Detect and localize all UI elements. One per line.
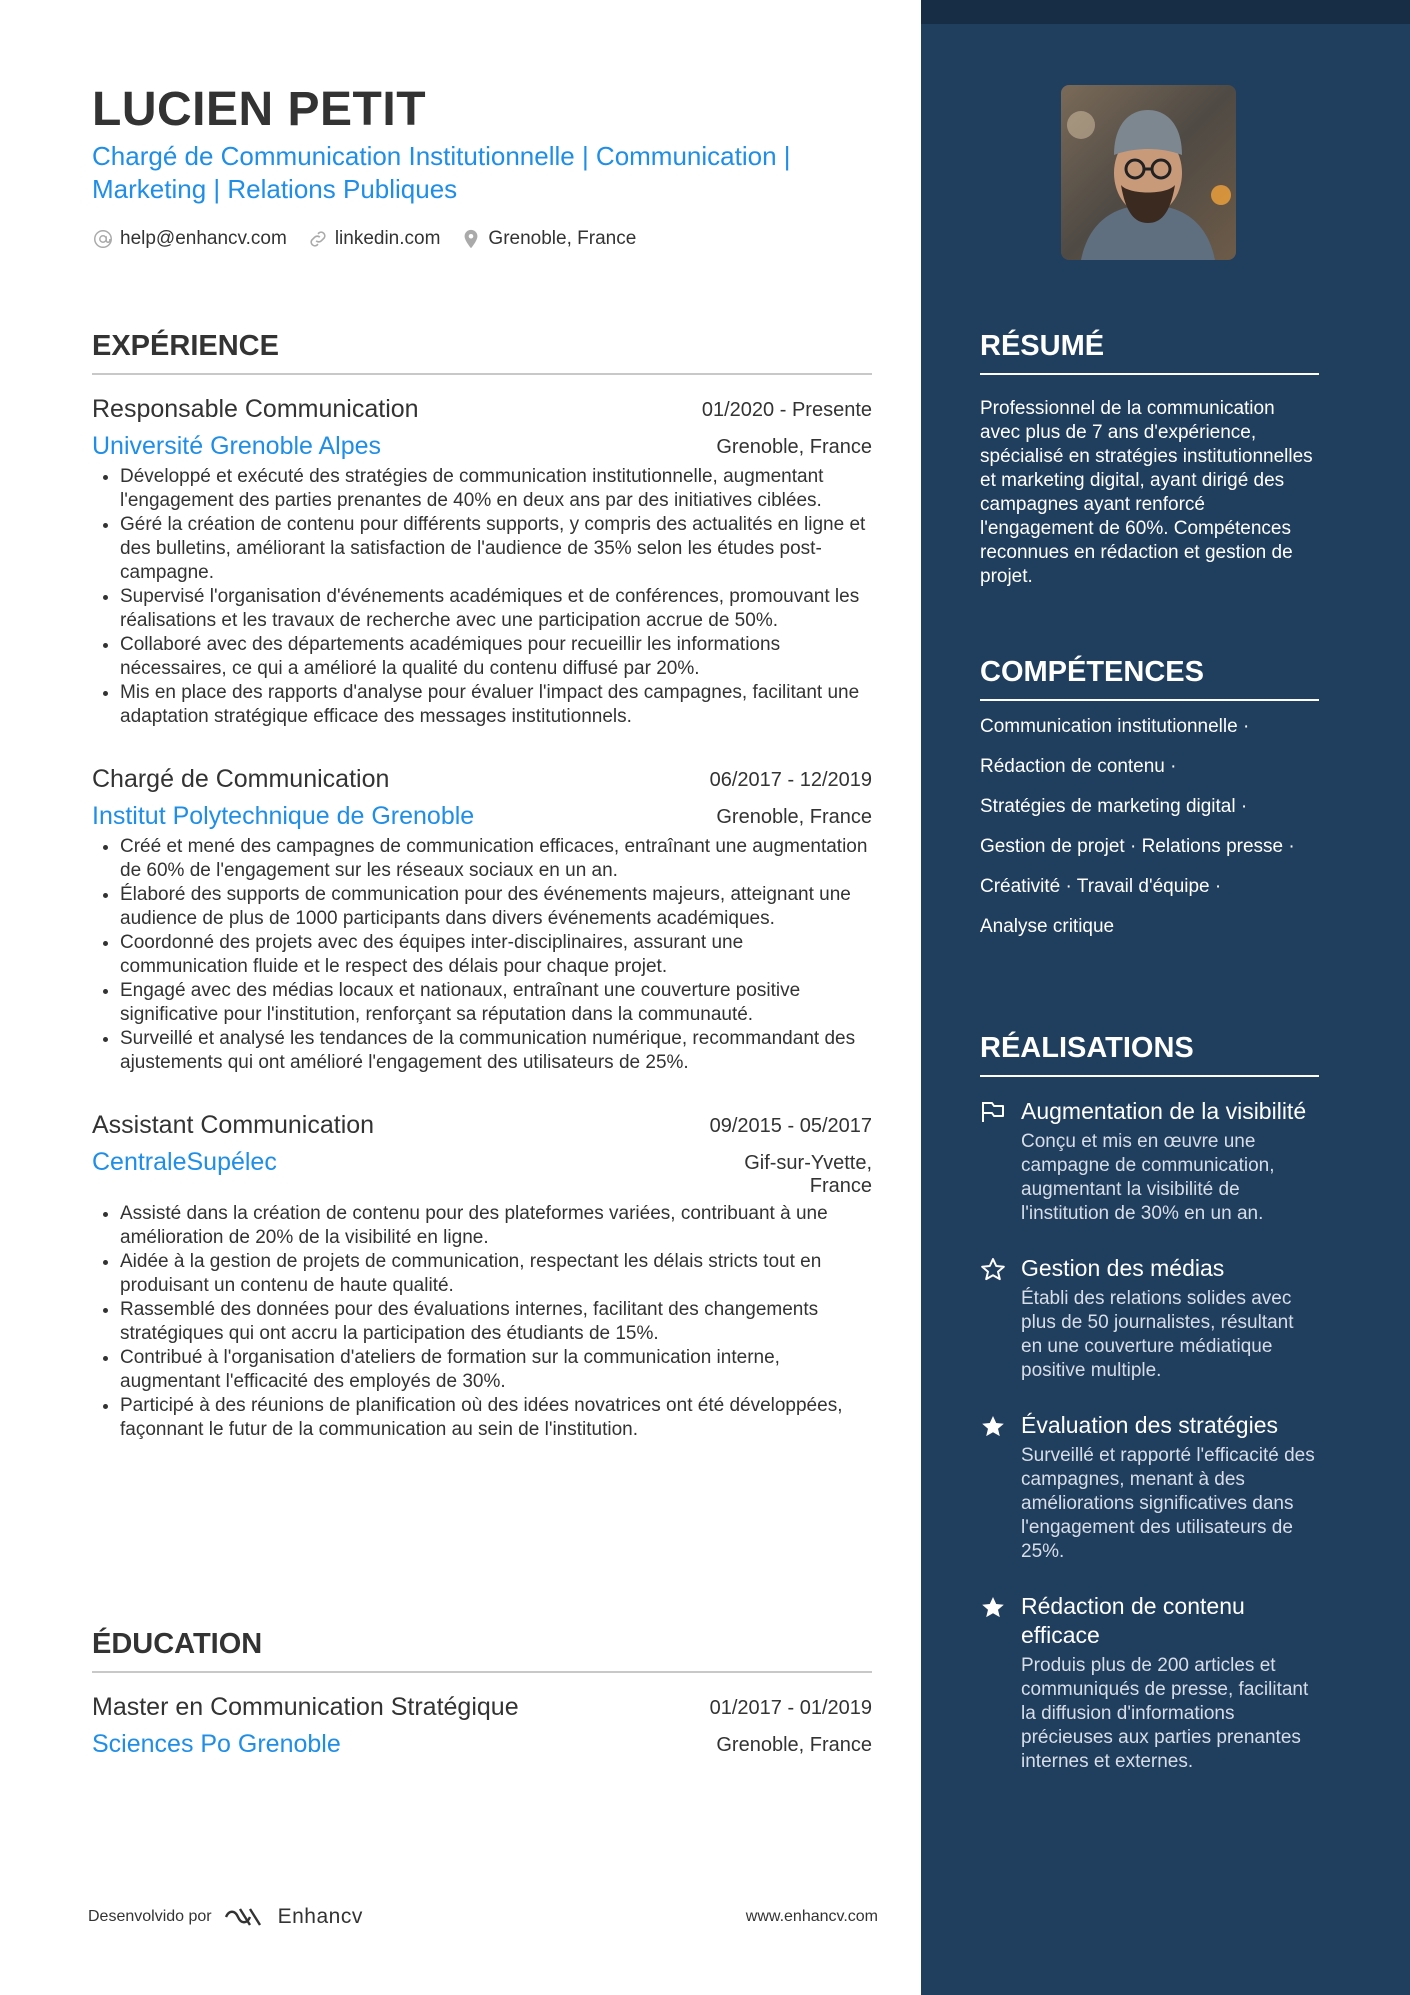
education-entry	[92, 1693, 872, 1759]
job-role: Responsable Communication	[92, 395, 419, 423]
education-location: Grenoble, France	[716, 1734, 872, 1756]
job-bullets	[92, 1202, 872, 1442]
achievement-item	[980, 1254, 1319, 1383]
summary-title: RÉSUMÉ	[980, 330, 1319, 375]
education-section	[92, 1628, 872, 1759]
job-company[interactable]: CentraleSupélec	[92, 1148, 277, 1176]
job-location	[744, 1148, 872, 1198]
enhancv-logo-icon	[222, 1905, 268, 1929]
contact-location	[460, 228, 636, 250]
at-icon	[92, 228, 114, 250]
skill-line: Gestion de projet · Relations presse ·	[980, 836, 1295, 857]
job-location: Grenoble, France	[716, 806, 872, 828]
achievement-title: Gestion des médias	[1021, 1255, 1225, 1281]
job-bullets	[92, 465, 872, 729]
job-location-line1: Gif-sur-Yvette,	[744, 1152, 872, 1174]
job-bullet: • Rassemblé des données pour des évaluations internes, facilitant des changements stratégiques qui ont accru la participation des étudiants de 15%.	[120, 1298, 872, 1346]
job-bullet: • Collaboré avec des départements académiques pour recueillir les informations nécessaires, ce qui a amélioré la qualité du contenu diffusé par 20%.	[120, 633, 872, 681]
job-bullets	[92, 835, 872, 1075]
skills-list	[980, 715, 1319, 939]
job-bullet: • Mis en place des rapports d'analyse pour évaluer l'impact des campagnes, facilitant une adaptation stratégique efficace des messages institutionnels.	[120, 681, 872, 729]
education-title: ÉDUCATION	[92, 1628, 872, 1673]
powered-by-text: Desenvolvido por	[88, 1908, 212, 1925]
powered-by	[88, 1905, 363, 1929]
link-icon	[307, 228, 329, 250]
achievement-text: Surveillé et rapporté l'efficacité des campagnes, menant à des améliorations significatives dans l'engagement des utilisateurs de 25%.	[1021, 1445, 1315, 1562]
website-link[interactable]: www.enhancv.com	[745, 1908, 878, 1925]
brand-name: Enhancv	[277, 1905, 363, 1928]
achievement-text: Produis plus de 200 articles et communiqués de presse, facilitant la diffusion d'informations précieuses aux parties prenantes internes et externes.	[1021, 1655, 1309, 1772]
star-outline-icon	[980, 1254, 1007, 1383]
job-role: Chargé de Communication	[92, 765, 390, 793]
job-company[interactable]: Institut Polytechnique de Grenoble	[92, 802, 475, 830]
candidate-name: LUCIEN PETIT	[92, 83, 427, 136]
avatar	[1061, 85, 1236, 260]
location-text: Grenoble, France	[488, 228, 637, 249]
achievements-section	[980, 1032, 1319, 1802]
job-bullet: • Contribué à l'organisation d'ateliers de formation sur la communication interne, augmentant l'efficacité des employés de 30%.	[120, 1346, 872, 1394]
job-bullet: • Assisté dans la création de contenu pour des plateformes variées, contribuant à une amélioration de 20% de la visibilité en ligne.	[120, 1202, 872, 1250]
job-location: Grenoble, France	[716, 436, 872, 458]
job-entry	[92, 395, 872, 729]
sidebar	[921, 0, 1410, 1995]
job-bullet: • Supervisé l'organisation d'événements académiques et de conférences, promouvant les réalisations et les travaux de recherche avec une participation accrue de 50%.	[120, 585, 872, 633]
skills-section	[980, 656, 1319, 955]
achievement-item	[980, 1411, 1319, 1564]
sidebar-topbar	[921, 0, 1410, 24]
job-entry	[92, 765, 872, 1075]
degree: Master en Communication Stratégique	[92, 1693, 519, 1721]
achievement-title: Augmentation de la visibilité	[1021, 1098, 1307, 1124]
job-dates: 06/2017 - 12/2019	[709, 769, 872, 791]
job-bullet: • Engagé avec des médias locaux et nationaux, entraînant une couverture positive significative pour l'institution, renforçant sa réputation dans la communauté.	[120, 979, 872, 1027]
contact-bar	[92, 228, 636, 250]
school[interactable]: Sciences Po Grenoble	[92, 1730, 341, 1758]
job-location-line2: France	[809, 1175, 872, 1197]
achievement-text: Établi des relations solides avec plus de 50 journalistes, résultant en une couverture médiatique positive multiple.	[1021, 1288, 1294, 1381]
job-bullet: • Géré la création de contenu pour différents supports, y compris des actualités en ligne et des bulletins, améliorant la satisfaction de l'audience de 35% selon les études post-campagne.	[120, 513, 872, 585]
flag-icon	[980, 1097, 1007, 1226]
skill-line: Communication institutionnelle ·	[980, 716, 1250, 737]
education-dates: 01/2017 - 01/2019	[709, 1697, 872, 1719]
headline: Chargé de Communication Institutionnelle | Communication | Marketing | Relations Publiques	[92, 141, 791, 204]
skill-line: Stratégies de marketing digital ·	[980, 796, 1248, 817]
job-bullet: • Coordonné des projets avec des équipes inter-disciplinaires, assurant une communication fluide et le respect des délais pour chaque projet.	[120, 931, 872, 979]
job-bullet: • Participé à des réunions de planification où des idées novatrices ont été développées, façonnant le futur de la communication au sein de l'institution.	[120, 1394, 872, 1442]
experience-section	[92, 330, 872, 1442]
job-dates: 01/2020 - Presente	[701, 399, 872, 421]
achievement-item	[980, 1592, 1319, 1774]
contact-email[interactable]	[92, 228, 287, 250]
job-entry	[92, 1111, 872, 1442]
experience-title: EXPÉRIENCE	[92, 330, 872, 375]
achievements-title: RÉALISATIONS	[980, 1032, 1319, 1077]
location-pin-icon	[460, 228, 482, 250]
star-filled-icon	[980, 1411, 1007, 1564]
footer	[88, 1905, 878, 1929]
skills-title: COMPÉTENCES	[980, 656, 1319, 701]
achievement-title: Rédaction de contenu efficace	[1021, 1593, 1245, 1648]
email-text: help@enhancv.com	[120, 228, 287, 249]
job-role: Assistant Communication	[92, 1111, 375, 1139]
skill-line: Créativité · Travail d'équipe ·	[980, 876, 1222, 897]
skill-line: Analyse critique	[980, 916, 1115, 937]
job-dates: 09/2015 - 05/2017	[709, 1115, 872, 1137]
job-bullet: • Surveillé et analysé les tendances de la communication numérique, recommandant des ajustements qui ont amélioré l'engagement des utilisateurs de 25%.	[120, 1027, 872, 1075]
job-company[interactable]: Université Grenoble Alpes	[92, 432, 382, 460]
summary-section	[980, 330, 1319, 589]
contact-linkedin[interactable]	[307, 228, 441, 250]
job-bullet: • Créé et mené des campagnes de communication efficaces, entraînant une augmentation de 60% de l'engagement sur les réseaux sociaux en un an.	[120, 835, 872, 883]
summary-text: Professionnel de la communication avec plus de 7 ans d'expérience, spécialisé en stratégies institutionnelles et marketing digital, ayant dirigé des campagnes ayant renforcé l'engagement de 60%. Compétences reconnues en rédaction et gestion de projet.	[980, 398, 1313, 587]
achievement-text: Conçu et mis en œuvre une campagne de communication, augmentant la visibilité de l'institution de 30% en un an.	[1021, 1131, 1275, 1224]
linkedin-text: linkedin.com	[334, 228, 441, 249]
job-bullet: • Élaboré des supports de communication pour des événements majeurs, atteignant une audience de plus de 1000 participants dans divers événements académiques.	[120, 883, 872, 931]
achievement-item	[980, 1097, 1319, 1226]
skill-line: Rédaction de contenu ·	[980, 756, 1177, 777]
star-filled-icon	[980, 1592, 1007, 1774]
job-bullet: • Aidée à la gestion de projets de communication, respectant les délais stricts tout en produisant un contenu de haute qualité.	[120, 1250, 872, 1298]
job-bullet: • Développé et exécuté des stratégies de communication institutionnelle, augmentant l'engagement des parties prenantes de 40% en deux ans par des initiatives ciblées.	[120, 465, 872, 513]
achievement-title: Évaluation des stratégies	[1021, 1412, 1278, 1438]
